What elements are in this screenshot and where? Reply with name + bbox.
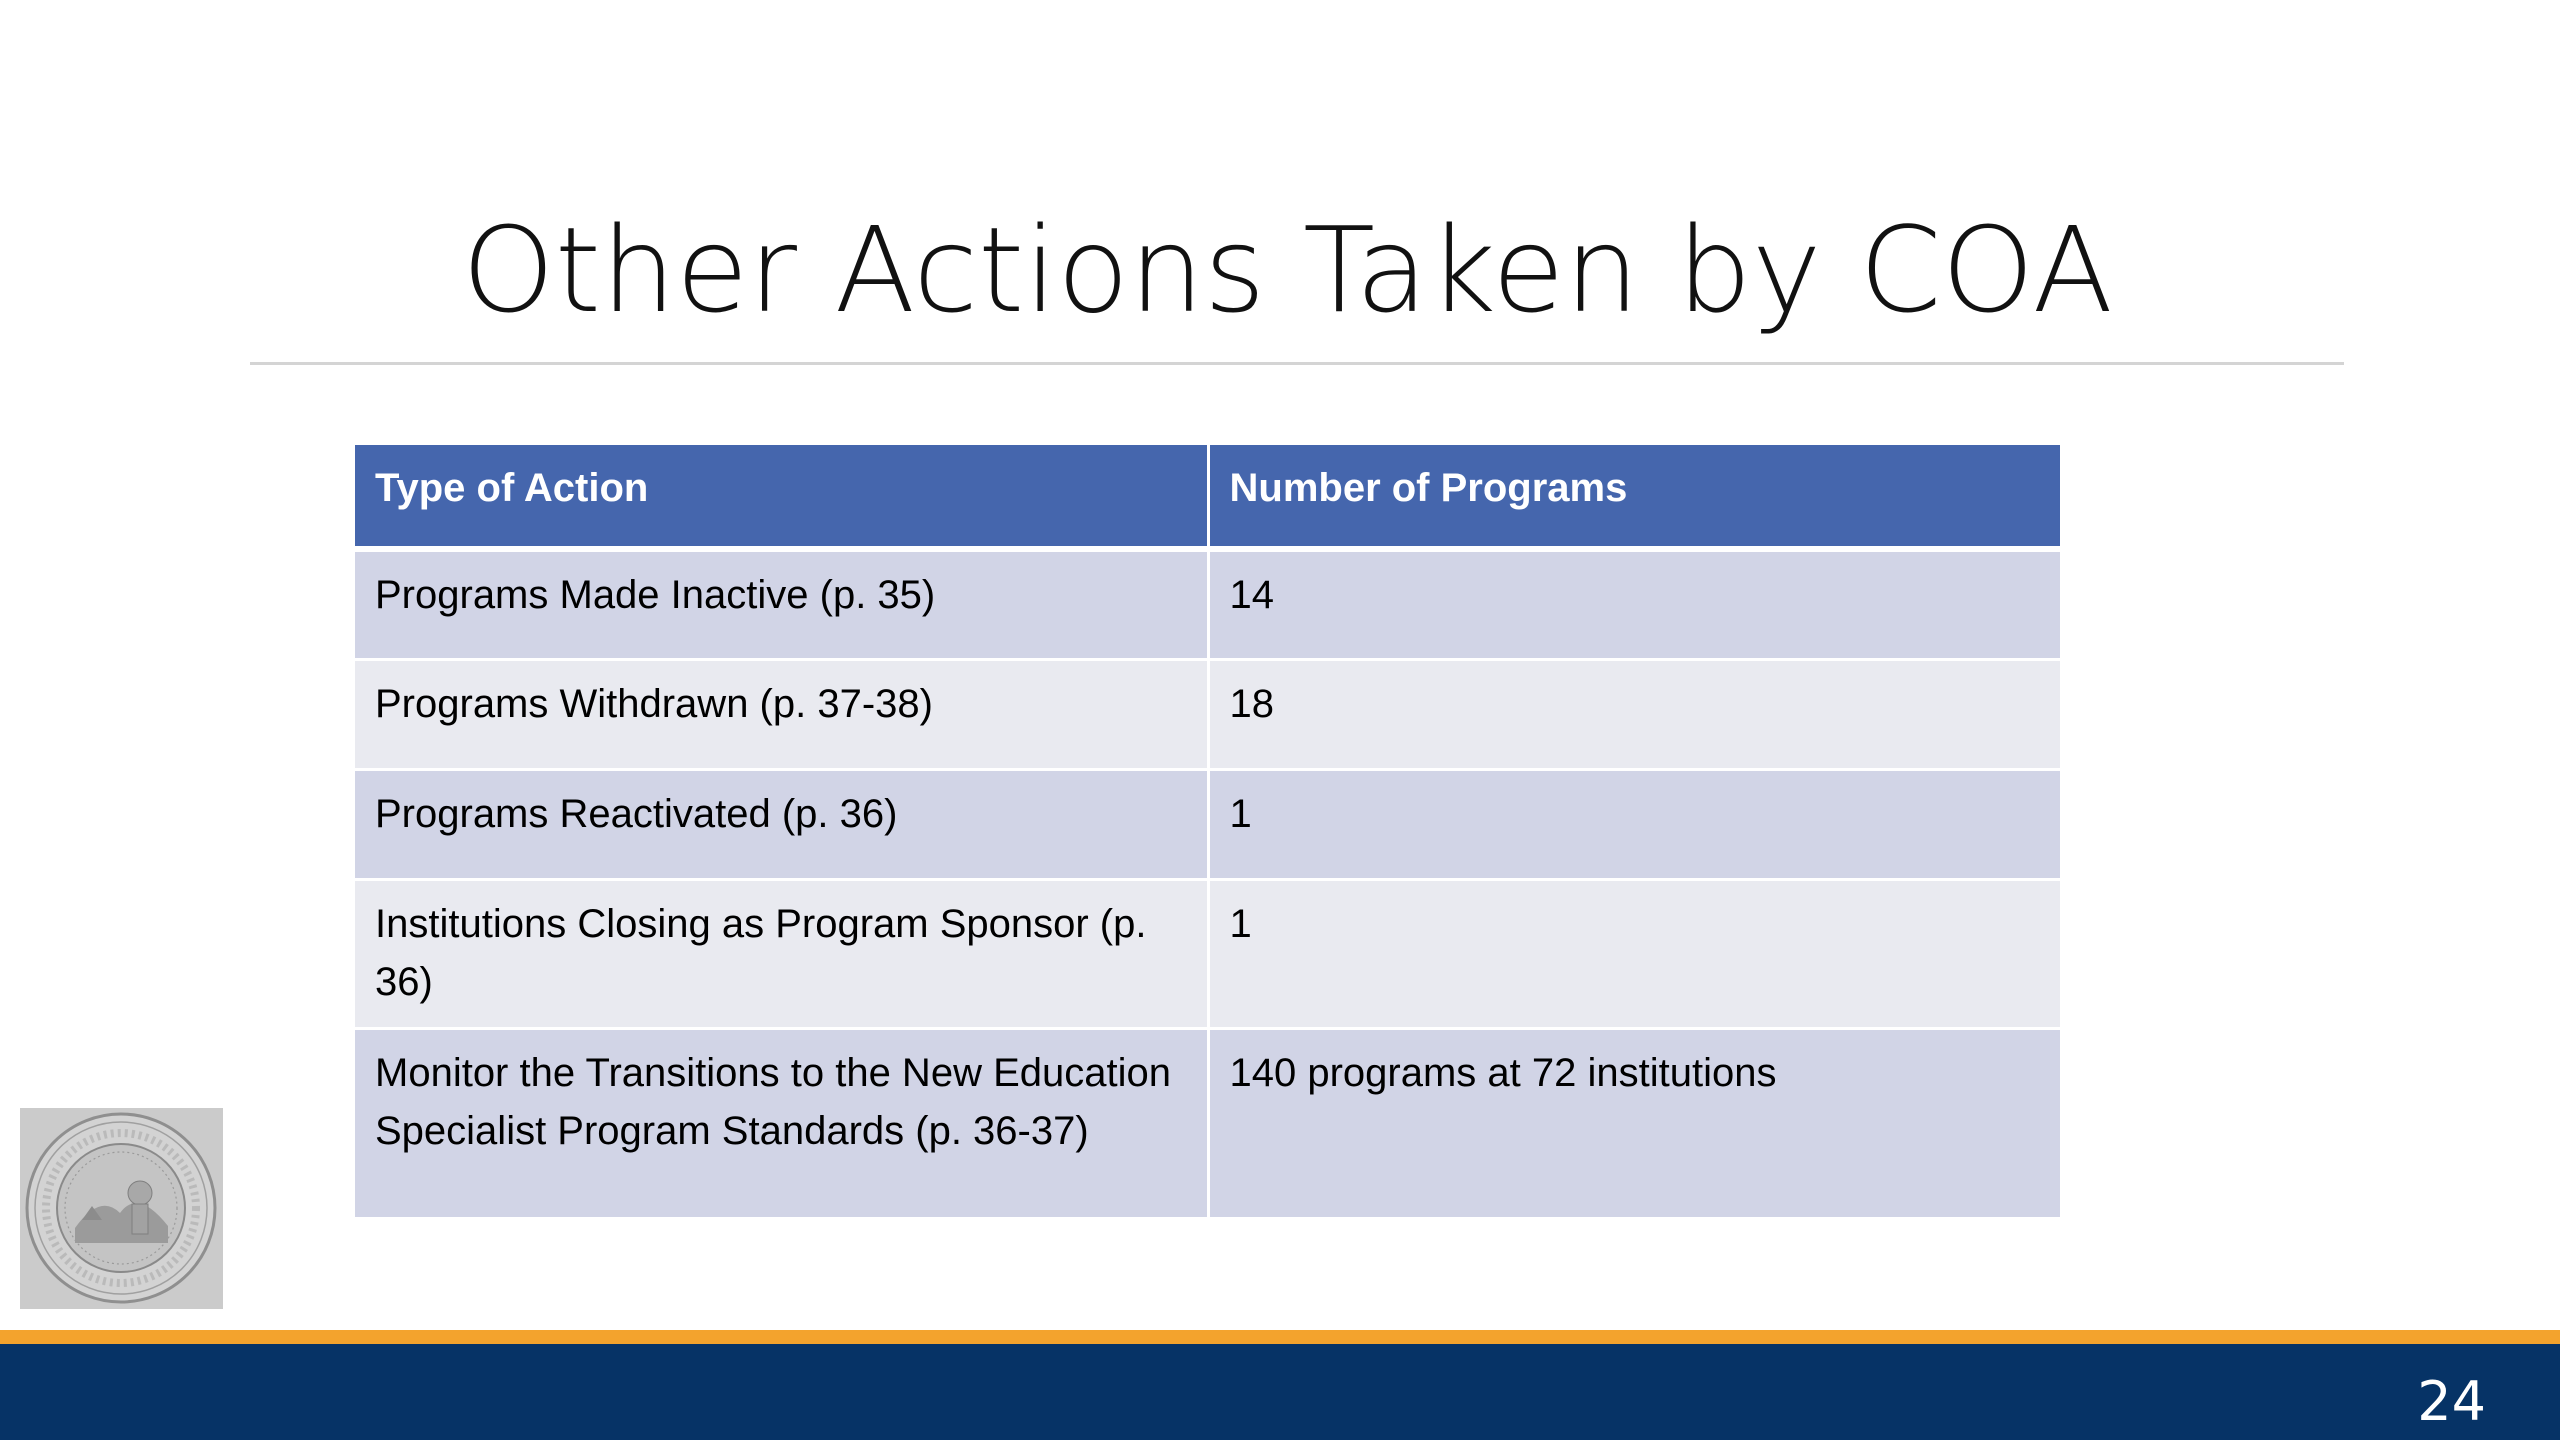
header-type-of-action: Type of Action — [355, 445, 1208, 549]
table-row — [355, 549, 2060, 659]
footer-bar — [0, 1344, 2560, 1440]
table-row — [355, 659, 2060, 769]
row-count-cell: 14 — [1208, 549, 2060, 659]
row-count-cell: 140 programs at 72 institutions — [1208, 1028, 2060, 1218]
row-count-cell: 1 — [1208, 879, 2060, 1028]
table-row — [355, 1028, 2060, 1218]
slide-title: Other Actions Taken by COA — [461, 201, 2114, 339]
row-action-cell: Institutions Closing as Program Sponsor (p. 36) — [355, 879, 1208, 1028]
table-header-row — [355, 445, 2060, 549]
actions-table — [355, 445, 2060, 1220]
row-action-cell: Programs Made Inactive (p. 35) — [355, 549, 1208, 659]
accent-bar — [0, 1330, 2560, 1344]
row-action-cell: Programs Reactivated (p. 36) — [355, 769, 1208, 879]
table-row — [355, 879, 2060, 1028]
row-count-cell: 18 — [1208, 659, 2060, 769]
header-number-of-programs: Number of Programs — [1208, 445, 2060, 549]
title-divider — [250, 362, 2344, 365]
state-seal-icon — [20, 1108, 223, 1309]
actions-table-container — [355, 445, 2060, 1220]
row-count-cell: 1 — [1208, 769, 2060, 879]
row-action-cell: Monitor the Transitions to the New Education Specialist Program Standards (p. 36-37) — [355, 1028, 1208, 1218]
page-number: 24 — [2417, 1370, 2486, 1433]
table-row — [355, 769, 2060, 879]
row-action-cell: Programs Withdrawn (p. 37-38) — [355, 659, 1208, 769]
